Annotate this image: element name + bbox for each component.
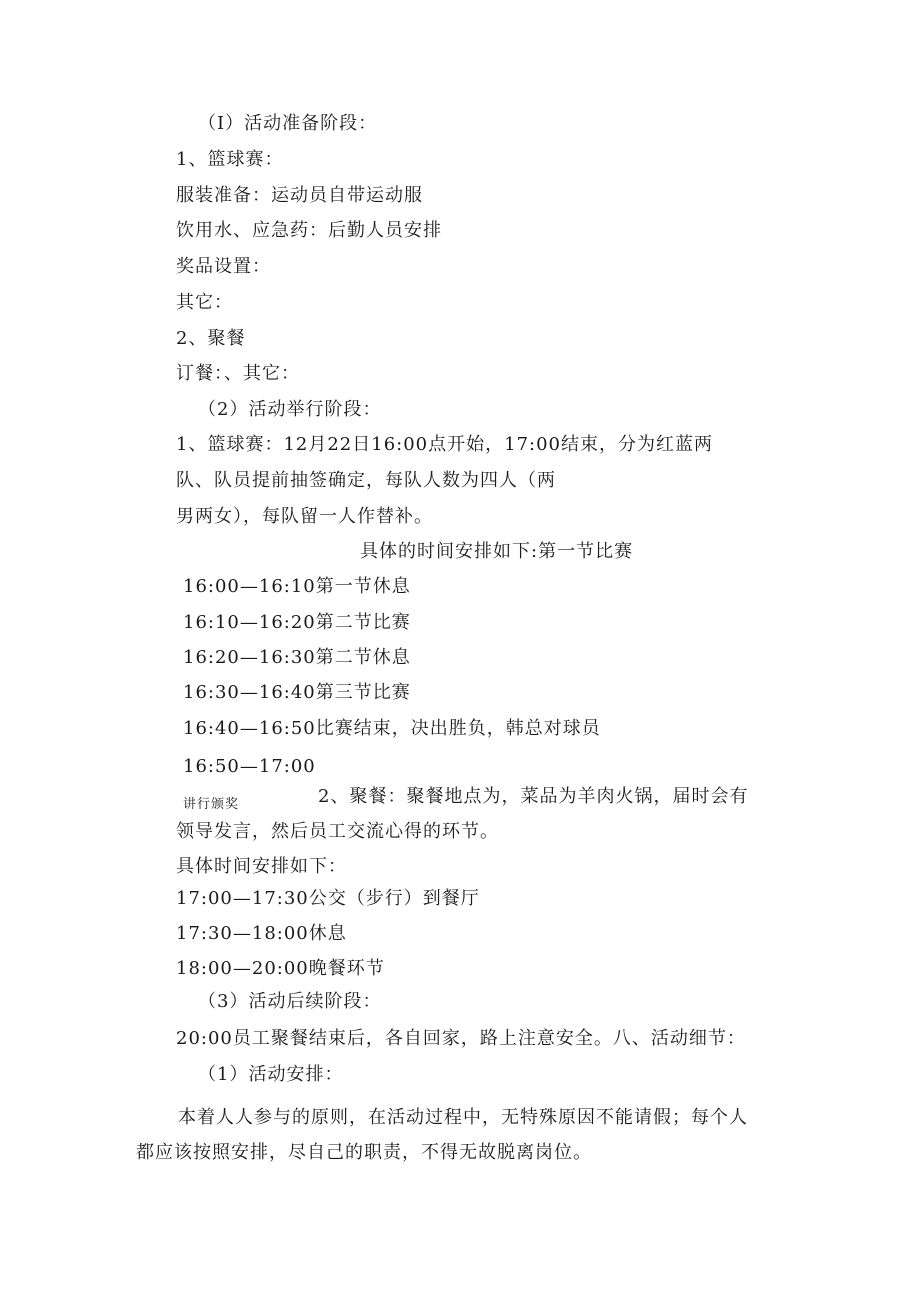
prep-heading: （I）活动准备阶段： xyxy=(198,113,378,134)
schedule-title: 具体的时间安排如下:第一节比赛 xyxy=(360,541,634,562)
after-text: 20:00员工聚餐结束后，各自回家，路上注意安全。八、活动细节： xyxy=(176,1028,746,1049)
details-paragraph-line-2: 都应该按照安排，尽自己的职责，不得无故脱离岗位。 xyxy=(136,1142,592,1163)
schedule-item: 16:50—17:00 xyxy=(183,756,316,777)
run-basketball-line-2: 队、队员提前抽签确定，每队人数为四人（两 xyxy=(176,470,556,491)
dinner-schedule-item: 17:00—17:30公交（步行）到餐厅 xyxy=(176,888,480,909)
schedule-item: 16:30—16:40第三节比赛 xyxy=(183,682,411,703)
prep-dinner: 2、聚餐 xyxy=(176,328,246,349)
prep-other: 其它： xyxy=(176,292,233,313)
prep-basketball: 1、篮球赛： xyxy=(176,149,284,170)
award-note: 讲行颁奖 xyxy=(183,797,240,812)
schedule-item: 16:40—16:50比赛结束，决出胜负，韩总对球员 xyxy=(183,718,601,739)
run-basketball-line-1: 1、篮球赛：12月22日16:00点开始，17:00结束，分为红蓝两 xyxy=(176,434,714,455)
schedule-item: 16:20—16:30第二节休息 xyxy=(183,647,411,668)
details-paragraph-line-1: 本着人人参与的原则，在活动过程中，无特殊原因不能请假；每个人 xyxy=(178,1107,748,1128)
after-heading: （3）活动后续阶段： xyxy=(198,991,382,1012)
run-basketball-line-3: 男两女），每队留一人作替补。 xyxy=(176,506,433,527)
prep-water: 饮用水、应急药：后勤人员安排 xyxy=(176,220,442,241)
prep-prizes: 奖品设置： xyxy=(176,256,271,277)
prep-clothing: 服装准备：运动员自带运动服 xyxy=(176,185,423,206)
dinner-schedule-title: 具体时间安排如下： xyxy=(176,856,347,877)
run-heading: （2）活动举行阶段： xyxy=(198,399,382,420)
dinner-line-1: 2、聚餐：聚餐地点为，菜品为羊肉火锅，届时会有 xyxy=(318,786,749,807)
schedule-item: 16:10—16:20第二节比赛 xyxy=(183,612,411,633)
dinner-schedule-item: 17:30—18:00休息 xyxy=(176,923,347,944)
dinner-line-2: 领导发言，然后员工交流心得的环节。 xyxy=(176,821,499,842)
prep-order: 订餐：、其它： xyxy=(176,363,300,384)
details-heading: （1）活动安排： xyxy=(198,1064,344,1085)
schedule-item: 16:00—16:10第一节休息 xyxy=(183,576,411,597)
dinner-schedule-item: 18:00—20:00晚餐环节 xyxy=(176,958,385,979)
